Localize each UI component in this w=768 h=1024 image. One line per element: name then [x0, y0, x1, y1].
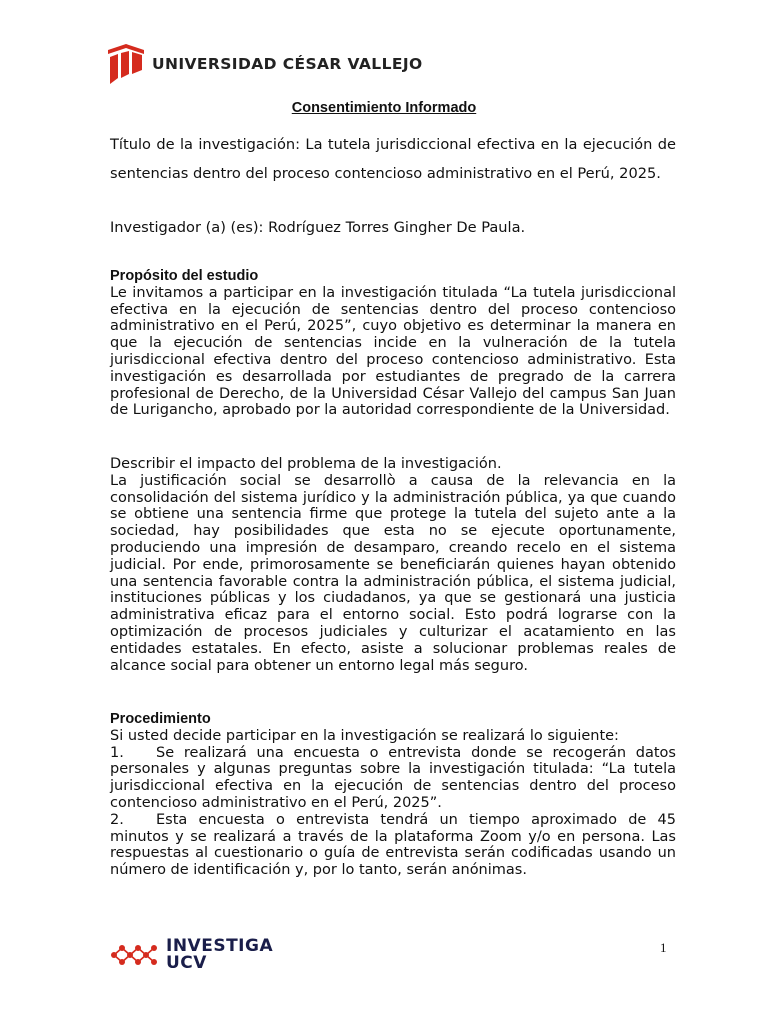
procedure-item-number: 2. — [110, 811, 124, 828]
ucv-emblem-icon — [108, 44, 144, 84]
procedure-intro: Si usted decide participar en la investigación se realizará lo siguiente: — [110, 727, 619, 744]
investiga-ucv-text — [166, 938, 273, 972]
purpose-body: Le invitamos a participar en la investigación titulada “La tutela jurisdiccional efectiva en la ejecución de sentencias dentro del proceso contencioso administrativo en el Perú, 2025”, cuyo objetivo es determinar la manera en que la ejecución de sentencias incide en la vulneración de la tutela jurisdiccional efectiva dentro del proceso contencioso administrativo. Esta investigación es desarrollada por estudiantes de pregrado de la carrera profesional de Derecho, de la Universidad César Vallejo del campus San Juan de Lurigancho, aprobado por la autoridad correspondiente de la Universidad. — [110, 284, 676, 419]
impact-heading: Describir el impacto del problema de la investigación. — [110, 456, 502, 472]
footer-logo-line2: UCV — [166, 953, 207, 973]
research-title: Título de la investigación: La tutela jurisdiccional efectiva en la ejecución de sentencias dentro del proceso contencioso administrativo en el Perú, 2025. — [110, 136, 676, 182]
network-dots-icon — [110, 940, 158, 970]
university-name: UNIVERSIDAD CÉSAR VALLEJO — [152, 55, 423, 73]
procedure-section — [110, 711, 676, 879]
page-number: 1 — [660, 940, 667, 955]
procedure-item — [110, 812, 676, 879]
investiga-ucv-logo — [110, 938, 273, 972]
university-logo — [108, 44, 423, 84]
purpose-heading: Propósito del estudio — [110, 268, 259, 284]
procedure-item-text: Esta encuesta o entrevista tendrá un tiempo aproximado de 45 minutos y se realizará a través de la plataforma Zoom y/o en persona. Las respuestas al cuestionario o guía de entrevista serán codificadas usando un número de identificación y, por lo tanto, serán anónimas. — [110, 811, 676, 879]
investigator-line: Investigador (a) (es): Rodríguez Torres Gingher De Paula. — [110, 219, 526, 236]
impact-section — [110, 456, 676, 674]
impact-body: La justificación social se desarrollò a causa de la relevancia en la consolidación del sistema jurídico y la administración pública, ya que cuando se obtiene una sentencia firme que protege la tutela del sujeto ante a la sociedad, hay posibilidades que esta no se ejecute oportunamente, produciendo una impresión de desamparo, creando recelo en el sistema judicial. Por ende, primorosamente se beneficiarán quienes hayan obtenido una sentencia favorable contra la administración pública, el sistema judicial, instituciones públicas y los ciudadanos, ya que se gestionará una justicia administrativa eficaz para el entorno social. Esto podrá lograrse con la optimización de procesos judiciales y culturizar el acatamiento en las entidades estatales. En efecto, asiste a solucionar problemas reales de alcance social para obtener un entorno legal más seguro. — [110, 472, 676, 674]
purpose-section — [110, 268, 676, 419]
procedure-heading: Procedimiento — [110, 711, 211, 727]
procedure-item-number: 1. — [110, 744, 124, 761]
footer-logo-line1: INVESTIGA — [166, 936, 274, 956]
procedure-item-text: Se realizará una encuesta o entrevista donde se recogerán datos personales y algunas preguntas sobre la investigación titulada: “La tutela jurisdiccional efectiva en la ejecución de sentencias dentro del proceso contencioso administrativo en el Perú, 2025”. — [110, 744, 676, 811]
procedure-item — [110, 745, 676, 812]
document-title: Consentimiento Informado — [291, 100, 477, 116]
